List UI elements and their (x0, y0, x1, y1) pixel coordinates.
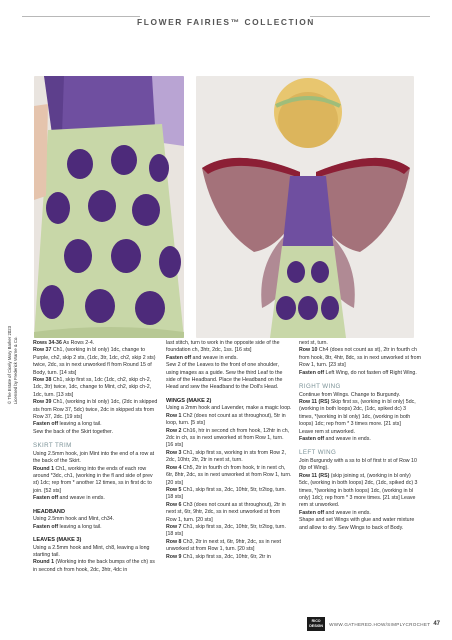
pattern-paragraph (299, 510, 421, 517)
instruction-text: Ch5, 2tr in fourth ch from hook, tr in next ch, 6tr, 8htr, 2dc, ss in next unworked st from Row 1, turn. [20 sts] (166, 464, 292, 486)
instruction-label: Round 1 (33, 559, 54, 566)
pattern-paragraph (33, 516, 159, 523)
footer-url[interactable]: WWW.GATHERED.HOW/SIMPLYCROCHET (329, 621, 431, 627)
instruction-text: and weave in ends. (191, 354, 238, 361)
page-number: 47 (433, 621, 440, 627)
page-footer (307, 616, 440, 632)
instruction-label: Fasten off (299, 435, 325, 442)
pattern-paragraph (299, 458, 421, 473)
instruction-label: Fasten off (33, 495, 59, 502)
pattern-paragraph (166, 355, 292, 362)
pattern-paragraph (299, 517, 421, 532)
instruction-text: leaving a long tail. (58, 421, 102, 428)
pattern-paragraph (166, 413, 292, 428)
instruction-text: leaving a long tail. (58, 523, 102, 530)
instruction-text: Using a 2mm hook and Lavender, make a magic loop. (166, 405, 292, 412)
instruction-text: Using 2.5mm hook, join Mint into the end of a row at the back of the Skirt. (33, 450, 155, 465)
crochet-dress-photo (34, 76, 184, 338)
instruction-text: Sew the back of the Skirt together. (33, 428, 113, 435)
pattern-paragraph (299, 429, 421, 436)
instruction-text: Ch1, skip first ss, 1dc (1dc, ch2, skip ch-2, 1dc, 3tr) twice, 1dc, change to Mint, ch2, skip ch-2, 1dc, turn. [13 sts] (33, 377, 152, 398)
instruction-text: Ch1, working into the ends of each row around *3dc, ch1, (working in the fl and side of prev st) 1dc; rep from * another 12 times, ss in first dc to join. [52 sts] (33, 465, 153, 494)
instruction-text: Ch3 (does not count as st throughout), 2tr in next st, 6tr, 9htr, 2dc, ss in next unworked st from Row 1, turn. [20 sts] (166, 501, 286, 523)
pattern-paragraph (33, 429, 159, 436)
section-heading: SKIRT TRIM (33, 442, 72, 450)
pattern-paragraph (33, 451, 159, 466)
pattern-paragraph (299, 399, 421, 429)
instruction-label: Row 39 (33, 399, 52, 406)
instruction-label: Row 9 (166, 553, 182, 560)
instruction-text: Left Wing, do not fasten off Right Wing. (324, 369, 417, 376)
instruction-text: Continue from Wings. Change to Burgundy. (299, 391, 401, 398)
instruction-text: As Rows 2-4. (61, 340, 95, 346)
instruction-label: Fasten off (33, 523, 59, 530)
instruction-text: Using 2.5mm hook and Mint, ch34. (33, 516, 115, 523)
pattern-paragraph (33, 495, 159, 502)
instruction-text: Ch1, (working in bl only) 1dc, (2dc in skipped sts from Row 37, 5dc) twice, 2dc in skipped sts from Row 37, 2dc. [19 sts] (33, 399, 158, 421)
instruction-label: Row 4 (166, 464, 182, 471)
instruction-label: Row 8 (166, 538, 182, 545)
instruction-text: Ch1, skip first ss, 2dc, 10htr, 5tr, tr2tog, turn. [18 sts] (166, 486, 286, 501)
pattern-paragraph (299, 340, 421, 347)
instruction-text: Ch3, 2tr in next st, 6tr, 9htr, 2dc, ss in next unworked st from Row 1, turn. [20 sts] (166, 538, 281, 553)
pattern-paragraph (33, 377, 159, 399)
wings-back-photo (196, 76, 414, 338)
instruction-text: (skip joining st, (working in bl only) 5dc, (working in both loops) 2dc, (1dc, spiked dc) 3 times, *(working in both loops) 1dc, (working in bl only) 1dc); rep from * 3 more times. [21 sts] Leave rem st unworked. (299, 472, 418, 509)
pattern-paragraph (33, 559, 159, 574)
pattern-paragraph (166, 428, 292, 450)
instruction-label: Row 2 (166, 427, 182, 434)
instruction-label: Rows 34-36 (33, 340, 62, 346)
instruction-text: (Working into the back bumps of the ch) ss in second ch from hook, 2dc, 3htr, 4dc in (33, 559, 155, 573)
pattern-paragraph (299, 392, 421, 399)
instruction-label: Row 1 (166, 412, 182, 419)
pattern-paragraph (33, 399, 159, 421)
pattern-column-2 (166, 340, 292, 561)
pattern-column-1 (33, 340, 159, 574)
section-heading: LEAVES (MAKE 3) (33, 537, 82, 544)
pattern-paragraph (33, 466, 159, 496)
instruction-text: and weave in ends. (58, 495, 105, 502)
instruction-label: Fasten off (166, 354, 192, 361)
pattern-paragraph (299, 473, 421, 510)
pattern-paragraph (166, 450, 292, 465)
header-rule-left (22, 16, 140, 17)
section-heading: RIGHT WING (299, 383, 341, 391)
instruction-label: Row 6 (166, 501, 182, 508)
section-heading: HEADBAND (33, 508, 66, 515)
instruction-text: and weave in ends. (324, 509, 371, 516)
instruction-text: Ch1, skip first ss, 2dc, 10htr, 5tr, tr2tog, turn. [18 sts] (166, 523, 286, 538)
instruction-text: Ch16, htr in second ch from hook, 12htr in ch, 2dc in ch, ss in next unworked st from Row 1, turn. [16 sts] (166, 427, 290, 449)
instruction-text: next st, turn. (299, 340, 328, 346)
header-title: FLOWER FAIRIES™ COLLECTION (137, 17, 315, 27)
crochet-wings-photo (196, 76, 414, 338)
header-rule-right (310, 16, 430, 17)
pattern-paragraph (166, 539, 292, 554)
instruction-label: Fasten off (299, 509, 325, 516)
pattern-paragraph (33, 347, 159, 377)
pattern-paragraph (166, 340, 292, 355)
instruction-text: last stitch, turn to work in the opposite side of the foundation ch, 3htr, 2dc, 1ss. [16 sts] (166, 340, 280, 354)
instruction-label: Fasten off (33, 421, 59, 428)
instruction-label: Row 11 (RS) (299, 472, 330, 479)
pattern-paragraph (299, 347, 421, 369)
credit-line-2: Licensed by Frederick Warne & Co. (12, 336, 18, 405)
instruction-label: Row 7 (166, 523, 182, 530)
pattern-paragraph (299, 370, 421, 377)
pattern-paragraph (33, 545, 159, 560)
section-heading: WINGS (MAKE 2) (166, 397, 212, 404)
page-header (0, 12, 452, 30)
photo-credit (7, 326, 21, 640)
pattern-paragraph (166, 405, 292, 412)
pattern-paragraph (166, 487, 292, 502)
instruction-text: Ch4 (does not count as st), 2tr in fourth ch from hook, 8tr, 4htr, 8dc, ss in next unworked st from Row 1, turn. [23 sts] (299, 347, 421, 369)
instruction-label: Row 3 (166, 449, 182, 456)
instruction-label: Row 11 (RS) (299, 398, 330, 405)
instruction-text: and weave in ends. (324, 435, 371, 442)
credit-line-1: © The Estate of Cicely Mary Barker 2023 (7, 326, 12, 405)
pattern-paragraph (166, 502, 292, 524)
instruction-text: Ch1, skip first ss, working in sts from Row 2, 2dc, 10htr, 2tr, 2tr in next st, turn. (166, 449, 286, 464)
section-heading: LEFT WING (299, 449, 337, 457)
dress-closeup-photo (34, 76, 184, 338)
instruction-text: Join Burgundy with a ss to bl of first tr st of Row 10 (tip of Wing). (299, 457, 417, 472)
instruction-text: Shape and set Wings with glue and water mixture and allow to dry. Sew Wings to back of Body. (299, 517, 415, 531)
instruction-label: Row 10 (299, 347, 318, 354)
instruction-label: Row 5 (166, 486, 182, 493)
pattern-paragraph (166, 465, 292, 487)
instruction-text: Using a 2.5mm hook and Mint, ch8, leaving a long starting tail. (33, 544, 150, 559)
pattern-paragraph (33, 421, 159, 428)
pattern-paragraph (166, 524, 292, 539)
rico-design-logo: RICO DESIGN (307, 617, 325, 631)
instruction-text: Sew 2 of the Leaves to the front of one shoulder, using images as a guide. Sew the third Leaf to the side of the Headband. Place the Headband on the Head and sew the Headband to the Doll's Head. (166, 362, 283, 391)
pattern-column-3 (299, 340, 421, 532)
instruction-text: Leave rem st unworked. (299, 428, 356, 435)
pattern-paragraph (299, 436, 421, 443)
instruction-text: Ch2 (does not count as st throughout), 5tr in loop, turn. [5 sts] (166, 412, 286, 427)
instruction-label: Fasten off (299, 369, 325, 376)
pattern-paragraph (33, 340, 159, 347)
instruction-text: Ch1, (working in bl only) 1dc, change to Purple, ch2, skip 2 sts, (1dc, 3tr, 1dc, ch2, skip 2 sts) twice, 2dc, ss in next unworked fl from Round 15 of Body, turn. [14 sts] (33, 347, 156, 376)
pattern-paragraph (33, 524, 159, 531)
instruction-label: Round 1 (33, 465, 54, 472)
pattern-paragraph (166, 362, 292, 392)
instruction-text: Skip first ss, (working in bl only) 5dc, (working in both loops) 2dc, (1dc, spiked dc) 3 times, *(working in bl only) 1dc, (working in both loops) 1dc; rep from * 3 times more. [21 sts] (299, 398, 416, 428)
instruction-text: Ch1, skip first ss, 2dc, 10htr, 6tr, 2tr in (181, 553, 271, 560)
instruction-label: Row 38 (33, 377, 52, 384)
instruction-label: Row 37 (33, 347, 52, 354)
pattern-paragraph (166, 554, 292, 561)
